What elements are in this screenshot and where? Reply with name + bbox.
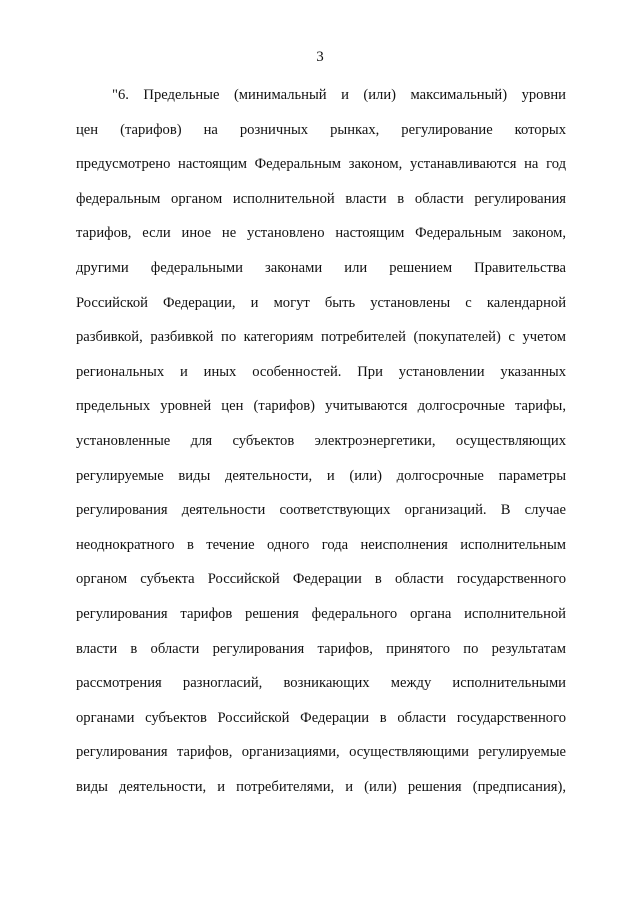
- text-line: органами субъектов Российской Федерации в области государственного: [76, 709, 566, 726]
- page-number: 3: [316, 49, 324, 65]
- text-line: рассмотрения разногласий, возникающих между исполнительными: [76, 675, 566, 692]
- text-line: региональных и иных особенностей. При установлении указанных: [76, 363, 566, 380]
- text-line: виды деятельности, и потребителями, и (или) решения (предписания),: [76, 778, 566, 795]
- text-line: установленные для субъектов электроэнергетики, осуществляющих: [76, 432, 566, 449]
- text-line: регулирования тарифов, организациями, осуществляющими регулируемые: [76, 744, 566, 761]
- text-line: регулирования деятельности соответствующих организаций. В случае: [76, 502, 566, 519]
- paragraph-body: [76, 84, 566, 810]
- text-line: федеральным органом исполнительной власти в области регулирования: [76, 190, 566, 207]
- text-line: регулируемые виды деятельности, и (или) долгосрочные параметры: [76, 467, 566, 484]
- text-line: разбивкой, разбивкой по категориям потребителей (покупателей) с учетом: [76, 329, 566, 346]
- text-line: неоднократного в течение одного года неисполнения исполнительным: [76, 536, 566, 553]
- text-line: "6. Предельные (минимальный и (или) максимальный) уровни: [112, 87, 566, 103]
- text-line: предельных уровней цен (тарифов) учитываются долгосрочные тарифы,: [76, 398, 566, 415]
- text-line: тарифов, если иное не установлено настоящим Федеральным законом,: [76, 225, 566, 242]
- text-line: регулирования тарифов решения федерального органа исполнительной: [76, 605, 566, 622]
- text-line: предусмотрено настоящим Федеральным законом, устанавливаются на год: [76, 156, 566, 173]
- text-line: Российской Федерации, и могут быть установлены с календарной: [76, 294, 566, 311]
- text-line: другими федеральными законами или решением Правительства: [76, 259, 566, 276]
- text-line: власти в области регулирования тарифов, принятого по результатам: [76, 640, 566, 657]
- text-line: цен (тарифов) на розничных рынках, регулирование которых: [76, 121, 566, 138]
- text-line: органом субъекта Российской Федерации в области государственного: [76, 571, 566, 588]
